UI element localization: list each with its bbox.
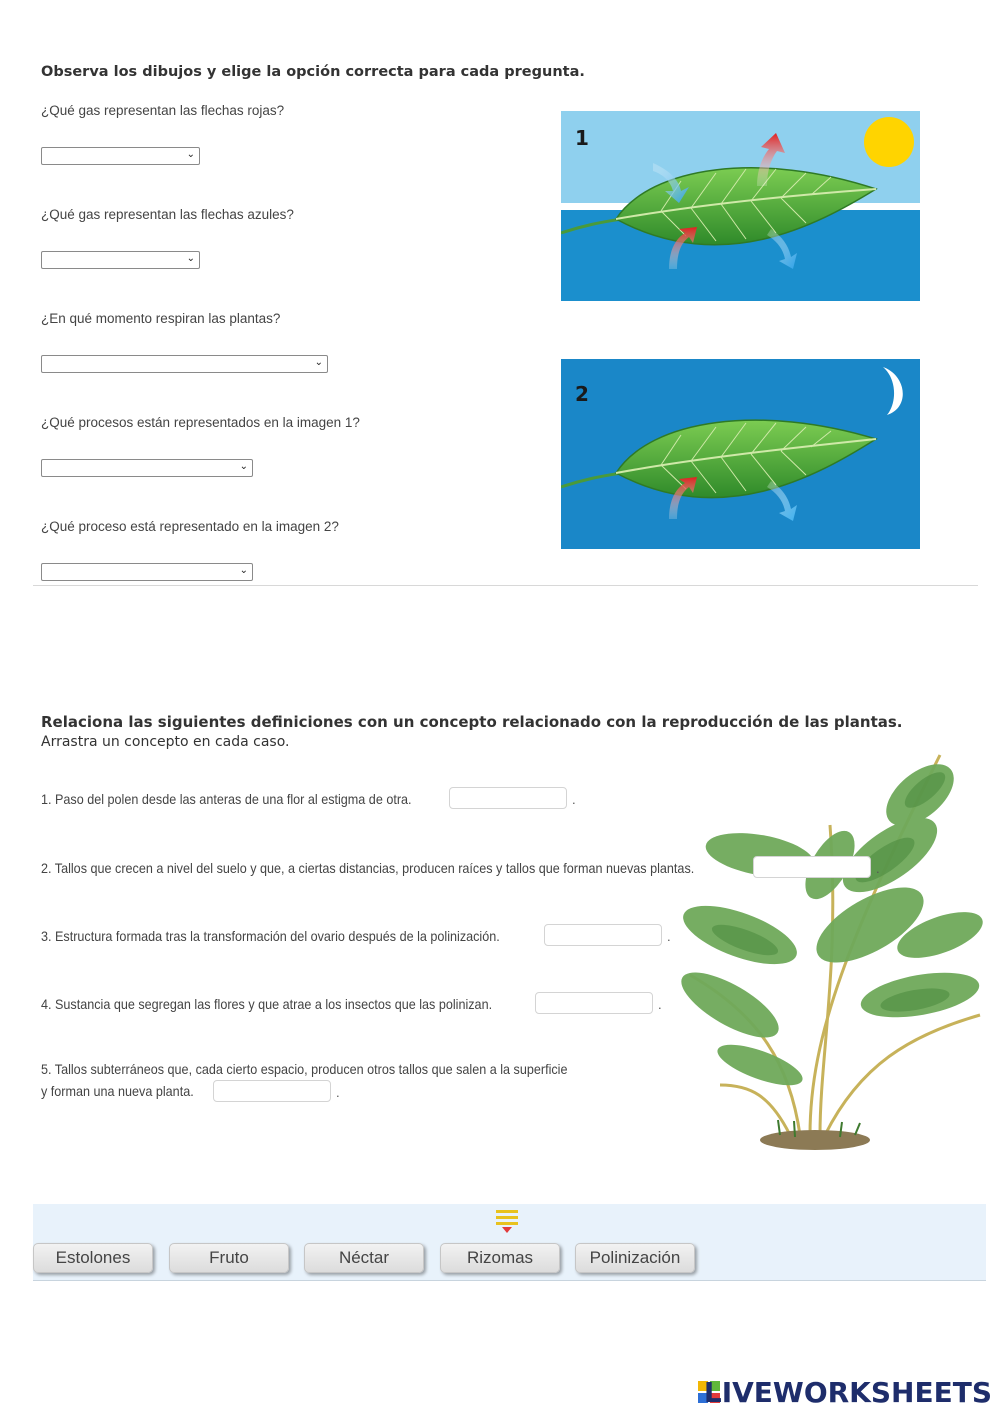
chevron-down-icon: ⌄ (239, 461, 248, 472)
question-5-select[interactable] (41, 563, 253, 581)
definition-1: 1. Paso del polen desde las anteras de una flor al estigma de otra. (41, 791, 412, 807)
drop-zone-4[interactable] (535, 992, 653, 1014)
drop-zone-5[interactable] (213, 1080, 331, 1102)
chevron-down-icon: ⌄ (239, 565, 248, 576)
definition-5-line2: y forman una nueva planta. (41, 1083, 194, 1099)
question-3-select[interactable] (41, 355, 328, 373)
chevron-down-icon: ⌄ (314, 357, 323, 368)
section2-subtitle: Arrastra un concepto en cada caso. (41, 734, 290, 750)
question-1: ¿Qué gas representan las flechas rojas? (41, 103, 285, 118)
chevron-down-icon: ⌄ (186, 253, 195, 264)
definition-2-period: . (876, 861, 880, 876)
leaf-night-image (561, 359, 920, 549)
question-1-select[interactable] (41, 147, 200, 165)
definition-1-period: . (572, 792, 576, 807)
drag-handle-icon[interactable] (496, 1208, 518, 1234)
word-chip-nectar[interactable]: Néctar (304, 1243, 424, 1273)
fern-image (670, 735, 992, 1165)
question-4-select[interactable] (41, 459, 253, 477)
question-2-select[interactable] (41, 251, 200, 269)
question-5: ¿Qué proceso está representado en la imagen 2? (41, 519, 339, 534)
definition-2: 2. Tallos que crecen a nivel del suelo y que, a ciertas distancias, producen raíces y tallos que forman nuevas plantas. (41, 860, 695, 876)
liveworksheets-brand: LIVEWORKSHEETS (703, 1376, 992, 1409)
question-2: ¿Qué gas representan las flechas azules? (41, 207, 294, 222)
chevron-down-icon: ⌄ (186, 149, 195, 160)
section1-title: Observa los dibujos y elige la opción correcta para cada pregunta. (41, 64, 585, 80)
leaf-day-image (561, 111, 920, 301)
definition-4-period: . (658, 997, 662, 1012)
drop-zone-1[interactable] (449, 787, 567, 809)
definition-4: 4. Sustancia que segregan las flores y que atrae a los insectos que las polinizan. (41, 996, 493, 1012)
word-chip-estolones[interactable]: Estolones (33, 1243, 153, 1273)
question-3: ¿En qué momento respiran las plantas? (41, 311, 281, 326)
definition-3: 3. Estructura formada tras la transformación del ovario después de la polinización. (41, 928, 500, 944)
question-4: ¿Qué procesos están representados en la imagen 1? (41, 415, 360, 430)
word-chip-fruto[interactable]: Fruto (169, 1243, 289, 1273)
drop-zone-2[interactable] (753, 856, 871, 878)
word-chip-rizomas[interactable]: Rizomas (440, 1243, 560, 1273)
word-chip-polinizacion[interactable]: Polinización (575, 1243, 695, 1273)
definition-3-period: . (667, 929, 671, 944)
image2-number: 2 (575, 382, 589, 406)
definition-5: 5. Tallos subterráneos que, cada cierto espacio, producen otros tallos que salen a la superficie (41, 1061, 568, 1077)
section2-title: Relaciona las siguientes definiciones con un concepto relacionado con la reproducción de las plantas. (41, 713, 903, 731)
section-divider (33, 585, 978, 586)
definition-5-period: . (336, 1085, 340, 1100)
drop-zone-3[interactable] (544, 924, 662, 946)
image1-number: 1 (575, 126, 589, 150)
